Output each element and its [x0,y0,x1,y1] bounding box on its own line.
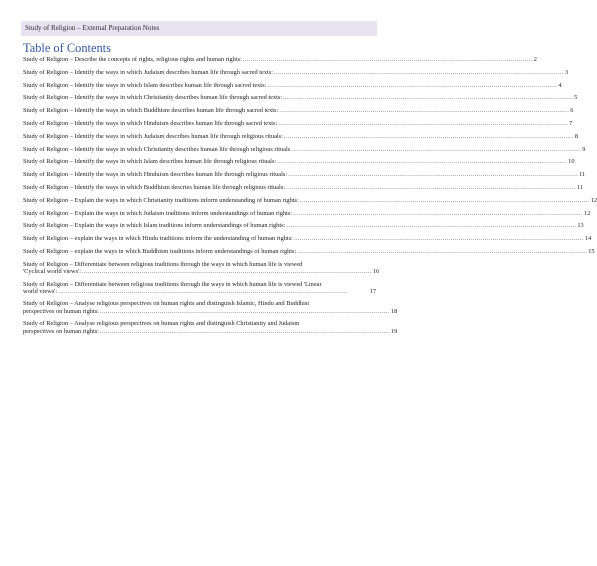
toc-entry[interactable] [23,196,597,210]
toc-entry[interactable] [23,260,380,277]
toc-page-number: 3 [564,68,569,76]
toc-page-number: 14 [584,235,592,243]
toc-entry-text: Study of Religion – Differentiate between religious traditions through the ways in which human life is viewed 'Linear [23,280,322,288]
toc-entry-text-continued: world views': [23,288,58,296]
toc-entry-text: Study of Religion – Analyse religious perspectives on human rights and distinguish Christianity and Judaism [23,320,300,328]
dot-leader: .................................................................................................................................................. [277,158,568,166]
toc-entry[interactable] [23,183,584,197]
toc-entry-text: Study of Religion – Differentiate between religious traditions through the ways in which human life is viewed [23,260,303,268]
toc-entry-text: Study of Religion – Explain the ways in which Islam traditions inform understandings of human rights: [23,222,286,230]
toc-entry[interactable] [23,132,579,146]
toc-entry-text: Study of Religion – Identify the ways in which Judaism describes human life through sacred texts: [23,68,274,76]
toc-page-number: 6 [570,107,574,115]
toc-page-number: 12 [584,209,591,217]
dot-leader: .................................................................................................................................................. [278,119,569,127]
toc-entry[interactable] [23,119,573,133]
toc-entry[interactable] [23,247,595,261]
toc-page-number: 11 [576,183,584,191]
toc-page-number: 4 [558,81,562,89]
dot-leader: .................................................................................................................................................. [297,247,588,255]
toc-page-number: 2 [533,56,537,63]
toc-page-number: 5 [574,94,578,102]
toc-entry-text: Study of Religion – Identify the ways in which Christianity describes human life through sacred texts: [23,94,283,102]
toc-entry-text: Study of Religion – Explain the ways in which Judaism traditions inform understandings of human rights: [23,209,293,217]
toc-entry-text: Study of Religion – Identify the ways in which Christianity describes human life through religious rituals [23,145,291,153]
dot-leader: .................................................................................................................................................. [283,132,574,140]
dot-leader: .................................................................................................................................................. [283,94,574,102]
toc-entry-text: Study of Religion – Explain the ways in which Christianity traditions inform understanding of human rights: [23,196,299,204]
toc-page-number: 9 [582,145,586,153]
toc-entry-text-continued: 'Cyclical world views': [23,268,81,276]
toc-entry-text: Study of Religion – explain the ways in which Buddhism traditions inform understandings of human rights: [23,247,297,255]
toc-entry[interactable] [23,56,537,69]
toc-entry-text-continued: perspectives on human rights: [23,307,99,315]
toc-page-number: 7 [569,119,573,127]
dot-leader: .................................................................................................................................................. [274,68,564,76]
table-of-contents [23,56,597,336]
toc-page-number: 13 [577,222,584,230]
dot-leader: .................................................................................................................................................. [293,235,584,243]
dot-leader: .................................................................................................................................................. [267,81,558,89]
toc-page-number: 12 [590,196,597,204]
toc-entry-text-continued: perspectives on human rights: [23,327,99,335]
toc-entry[interactable] [23,209,591,223]
toc-page-number: 10 [568,158,575,166]
toc-entry[interactable] [23,320,398,336]
toc-entry[interactable] [23,107,574,120]
dot-leader: .................................................................................................................................................. [286,183,576,191]
toc-page-number: 8 [574,132,579,140]
dot-leader: .................................................................................................................................................. [242,56,533,63]
toc-page-number: 17 [369,288,376,296]
dot-leader: .................................................................................................................................................. [99,327,390,335]
toc-entry[interactable] [23,171,586,184]
toc-entry-text: Study of Religion – Identify the ways in which Hinduism describes human life through sacred texts: [23,119,278,127]
toc-entry[interactable] [23,94,578,107]
toc-entry-text: Study of Religion – Identify the ways in which Buddhism describes human life through sacred texts: [23,107,279,115]
toc-entry-text: Study of Religion – explain the ways in which Hindu traditions inform the understanding of human rights: [23,235,293,243]
dot-leader: .................................................................................................................................................. [293,209,584,217]
dot-leader: .................................................................................................................................................. [279,107,570,115]
toc-page-number: 11 [579,171,586,179]
toc-entry[interactable] [23,158,575,171]
toc-entry-text: Study of Religion – Analyse religious perspectives on human rights and distinguish Islamic, Hindu and Buddhist [23,300,310,308]
dot-leader: .................................................................................................................................................. [99,307,390,315]
running-header: Study of Religion – External Preparation Notes [21,21,377,36]
toc-entry[interactable] [23,281,376,297]
toc-entry[interactable] [23,81,562,95]
toc-entry[interactable] [23,145,586,159]
dot-leader: .................................................................................................................................................. [288,171,579,179]
toc-entry-text: Study of Religion – Identify the ways in which Buddhism descries human life through religious rituals: [23,183,285,191]
dot-leader: .................................................................................................................................................. [58,288,349,296]
toc-page-number: 15 [588,247,595,255]
toc-page-number: 19 [390,327,398,335]
toc-entry[interactable] [23,68,569,82]
toc-entry[interactable] [23,300,398,316]
toc-entry[interactable] [23,222,584,235]
toc-heading: Table of Contents [23,41,111,55]
dot-leader: .................................................................................................................................................. [81,268,372,276]
dot-leader: .................................................................................................................................................. [299,196,590,204]
toc-entry[interactable] [23,235,592,248]
toc-page-number: 16 [372,268,380,276]
toc-entry-text: Study of Religion – Identify the ways in which Judaism describes human life through religious rituals: [23,132,283,140]
dot-leader: .................................................................................................................................................. [286,222,577,230]
toc-entry-text: Study of Religion – Describe the concepts of rights, religious rights and human rights: [23,56,242,63]
dot-leader: .................................................................................................................................................. [291,145,582,153]
toc-entry-text: Study of Religion – Identify the ways in which Islam describes human life through religious rituals: [23,158,277,166]
toc-entry-text: Study of Religion – Identify the ways in which Islam describes human life through sacred texts: [23,81,267,89]
toc-entry-text: Study of Religion – Identify the ways in which Hinduism describes human life through religious rituals: [23,171,288,179]
toc-page-number: 18 [390,307,398,315]
